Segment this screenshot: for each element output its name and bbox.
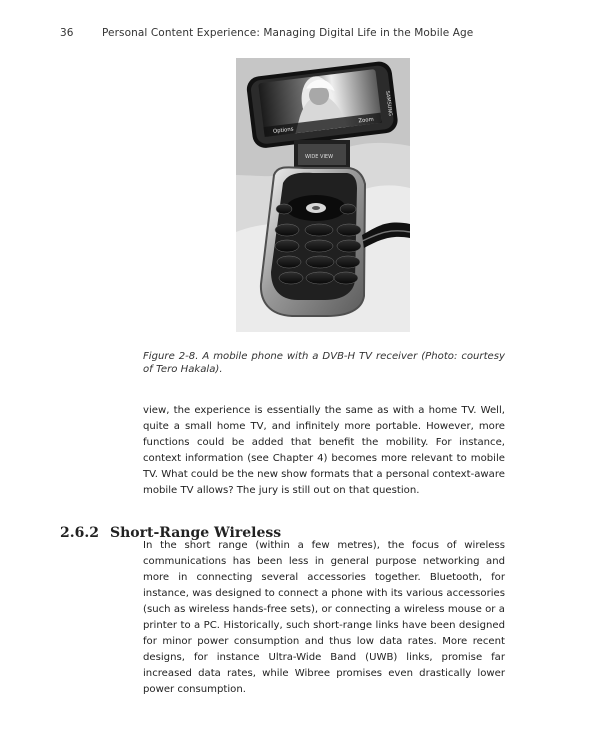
navigation-center-dot — [312, 206, 320, 210]
screen-options-label: Options — [272, 126, 294, 135]
section-number: 2.6.2 — [60, 524, 99, 541]
section-title: Short-Range Wireless — [110, 524, 282, 541]
brand-label: SAMSUNG — [384, 90, 394, 117]
body-paragraph-mobile-tv: view, the experience is essentially the same as with a home TV. Well, quite a small home TV, and infinitely more portable. However, more functions could be added that benefit the mobility. For instance, context information (see Chapter 4) becomes more relevant to mobile TV. What could be the new show formats that a personal context-aware mobile TV allows? The jury is still out on that question. — [143, 405, 505, 496]
running-title: Personal Content Experience: Managing Digital Life in the Mobile Age — [102, 27, 474, 39]
page-number: 36 — [60, 27, 74, 39]
mobile-phone-photo — [236, 58, 410, 332]
hinge-label: WIDE VIEW — [305, 154, 334, 160]
running-header — [60, 27, 540, 39]
mobile-phone-illustration — [236, 58, 410, 332]
body-paragraph-short-range-wireless: In the short range (within a few metres), the focus of wireless communications has been less in general purpose networking and more in connecting several accessories together. Bluetooth, for instance, was designed to connect a phone with its various accessories (such as wireless hands-free sets), or connecting a wireless mouse or a printer to a PC. Historically, such short-range links have been designed for minor power consumption and thus low data rates. More recent designs, for instance Ultra-Wide Band (UWB) links, promise far increased data rates, while Wibree promises even drastically lower power consumption. — [143, 540, 505, 695]
figure-caption: Figure 2-8. A mobile phone with a DVB-H TV receiver (Photo: courtesy of Tero Hakala). — [143, 351, 505, 375]
screen-zoom-label: Zoom — [358, 116, 375, 125]
